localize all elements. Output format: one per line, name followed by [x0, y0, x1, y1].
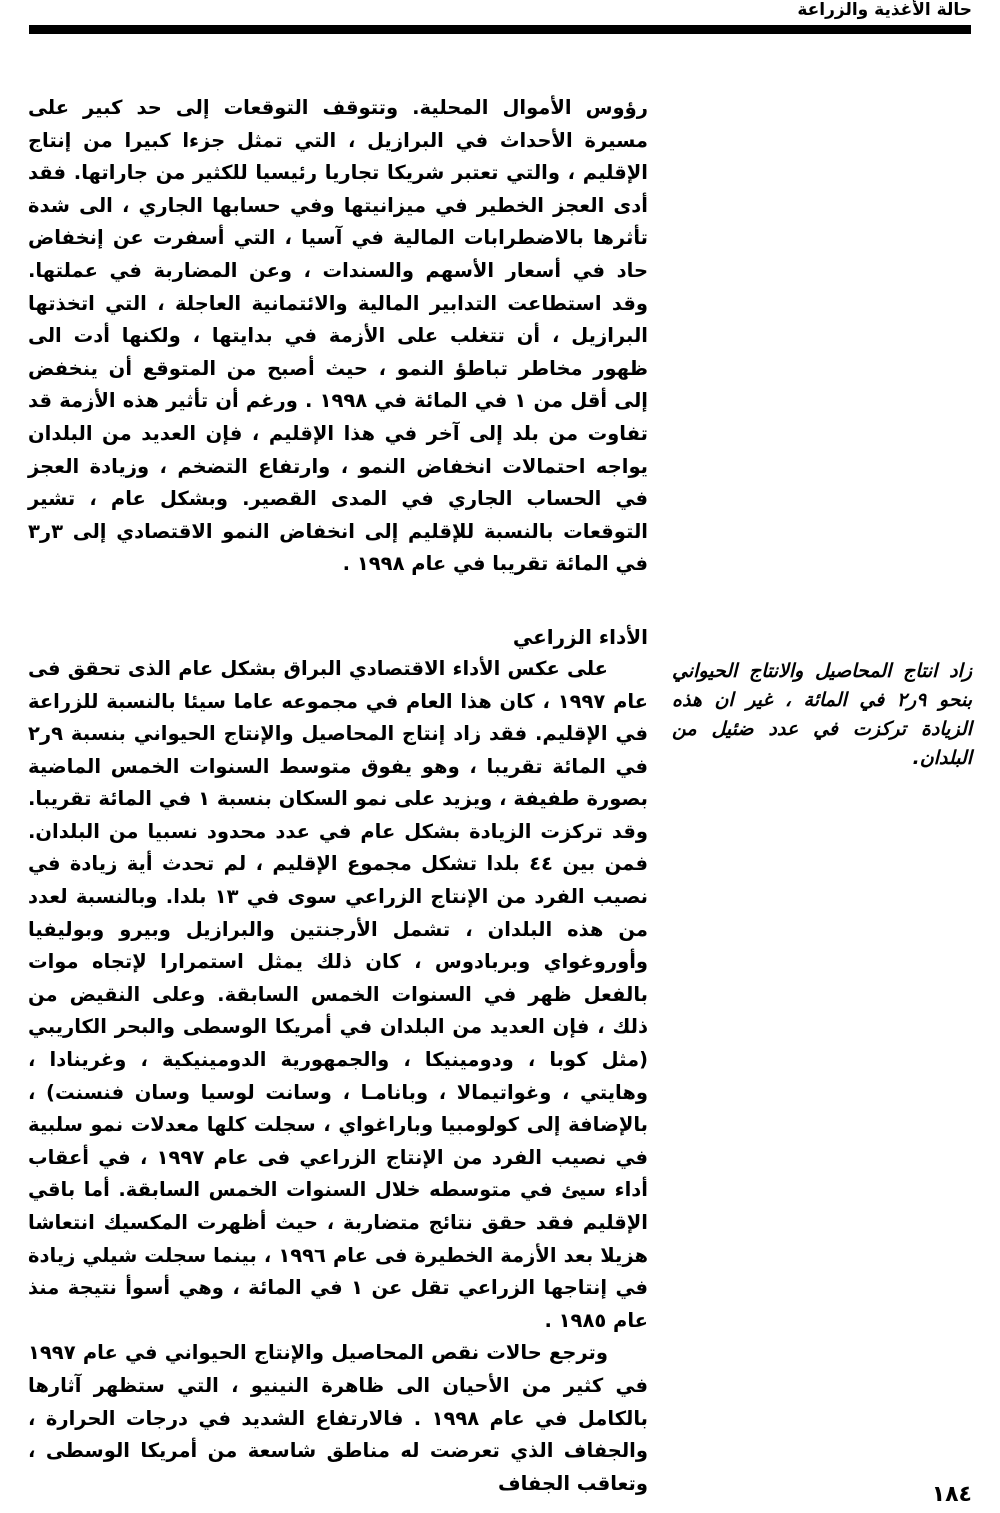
body-paragraph: رؤوس الأموال المحلية. وتتوقف التوقعات إلى حد كبير على مسيرة الأحداث في البرازيل ، التي تمثل جزءا كبيرا من إنتاج الإقليم ، والتي تعتبر شريكا تجاريا رئيسيا للكثير من جاراتها. فقد أدى العجز الخطير في ميزانيتها وفي حسابها الجاري ، الى شدة تأثرها بالاضطرابات المالية في آسيا ، التي أسفرت عن إنخفاض حاد في أسعار الأسهم والسندات ، وعن المضاربة في عملتها. وقد استطاعت التدابير المالية والائتمانية العاجلة ، التي اتخذتها البرازيل ، أن تتغلب على الأزمة في بدايتها ، ولكنها أدت الى ظهور مخاطر تباطؤ النمو ، حيث أصبح من المتوقع أن ينخفض إلى أقل من ١ في المائة في ١٩٩٨ . ورغم أن تأثير هذه الأزمة قد تفاوت من بلد إلى آخر في هذا الإقليم ، فإن العديد من البلدان يواجه احتمالات انخفاض النمو ، وارتفاع التضخم ، وزيادة العجز في الحساب الجاري في المدى القصير. وبشكل عام ، تشير التوقعات بالنسبة للإقليم إلى انخفاض النمو الاقتصادي إلى ٣ر٣ في المائة تقريبا في عام ١٩٩٨ . — [28, 96, 648, 576]
section-heading: الأداء الزراعي — [512, 624, 648, 649]
main-column — [28, 92, 648, 1500]
header-rule — [29, 25, 971, 34]
margin-note: زاد انتاج المحاصيل والانتاج الحيواني بنحو ٩ر٢ في المائة ، غير ان هذه الزيادة تركزت في عدد ضئيل من البلدان. — [672, 660, 973, 769]
body-paragraph: على عكس الأداء الاقتصادي البراق بشكل عام الذى تحقق فى عام ١٩٩٧ ، كان هذا العام في مجموعه عاما سيئا بالنسبة للزراعة في الإقليم. فقد زاد إنتاج المحاصيل والإنتاج الحيواني بنسبة ٩ر٢ في المائة تقريبا ، وهو يفوق متوسط السنوات الخمس الماضية بصورة طفيفة ، ويزيد على نمو السكان بنسبة ١ في المائة تقريبا. وقد تركزت الزيادة بشكل عام في عدد محدود نسبيا من البلدان. فمن بين ٤٤ بلدا تشكل مجموع الإقليم ، لم تحدث أية زيادة في نصيب الفرد من الإنتاج الزراعي سوى في ١٣ بلدا. وبالنسبة لعدد من هذه البلدان ، تشمل الأرجنتين والبرازيل وبيرو وبوليفيا وأوروغواي وبربادوس ، كان ذلك يمثل استمرارا لإتجاه موات بالفعل ظهر في السنوات الخمس السابقة. وعلى النقيض من ذلك ، فإن العديد من البلدان في أمريكا الوسطى والبحر الكاريبي (مثل كوبا ، ودومينيكا ، والجمهورية الدومينيكية ، وغرينادا ، وهايتي ، وغواتيمالا ، وبانامـا ، وسانت لوسيا وسان فنسنت) ، بالإضافة إلى كولومبيا وباراغواي ، سجلت كلها معدلات نمو سلبية في نصيب الفرد من الإنتاج الزراعي فى عام ١٩٩٧ ، في أعقاب أداء سيئ في متوسطه خلال السنوات الخمس السابقة. أما باقي الإقليم فقد حقق نتائج متضاربة ، حيث أظهرت المكسيك انتعاشا هزيلا بعد الأزمة الخطيرة فى عام ١٩٩٦ ، بينما سجلت شيلي زيادة في إنتاجها الزراعي تقل عن ١ في المائة ، وهي أسوأ نتيجة منذ عام ١٩٨٥ . — [28, 656, 649, 1332]
body-paragraph: وترجع حالات نقص المحاصيل والإنتاج الحيواني في عام ١٩٩٧ في كثير من الأحيان الى ظاهرة النينيو ، التي ستظهر آثارها بالكامل في عام ١٩٩٨ . فالارتفاع الشديد في درجات الحرارة ، والجفاف الذي تعرضت له مناطق شاسعة من أمريكا الوسطى ، وتعاقب الجفاف — [28, 1341, 648, 1495]
running-head-title: حالة الأغذية والزراعة — [797, 0, 972, 20]
page-number: ١٨٤ — [931, 1482, 972, 1507]
